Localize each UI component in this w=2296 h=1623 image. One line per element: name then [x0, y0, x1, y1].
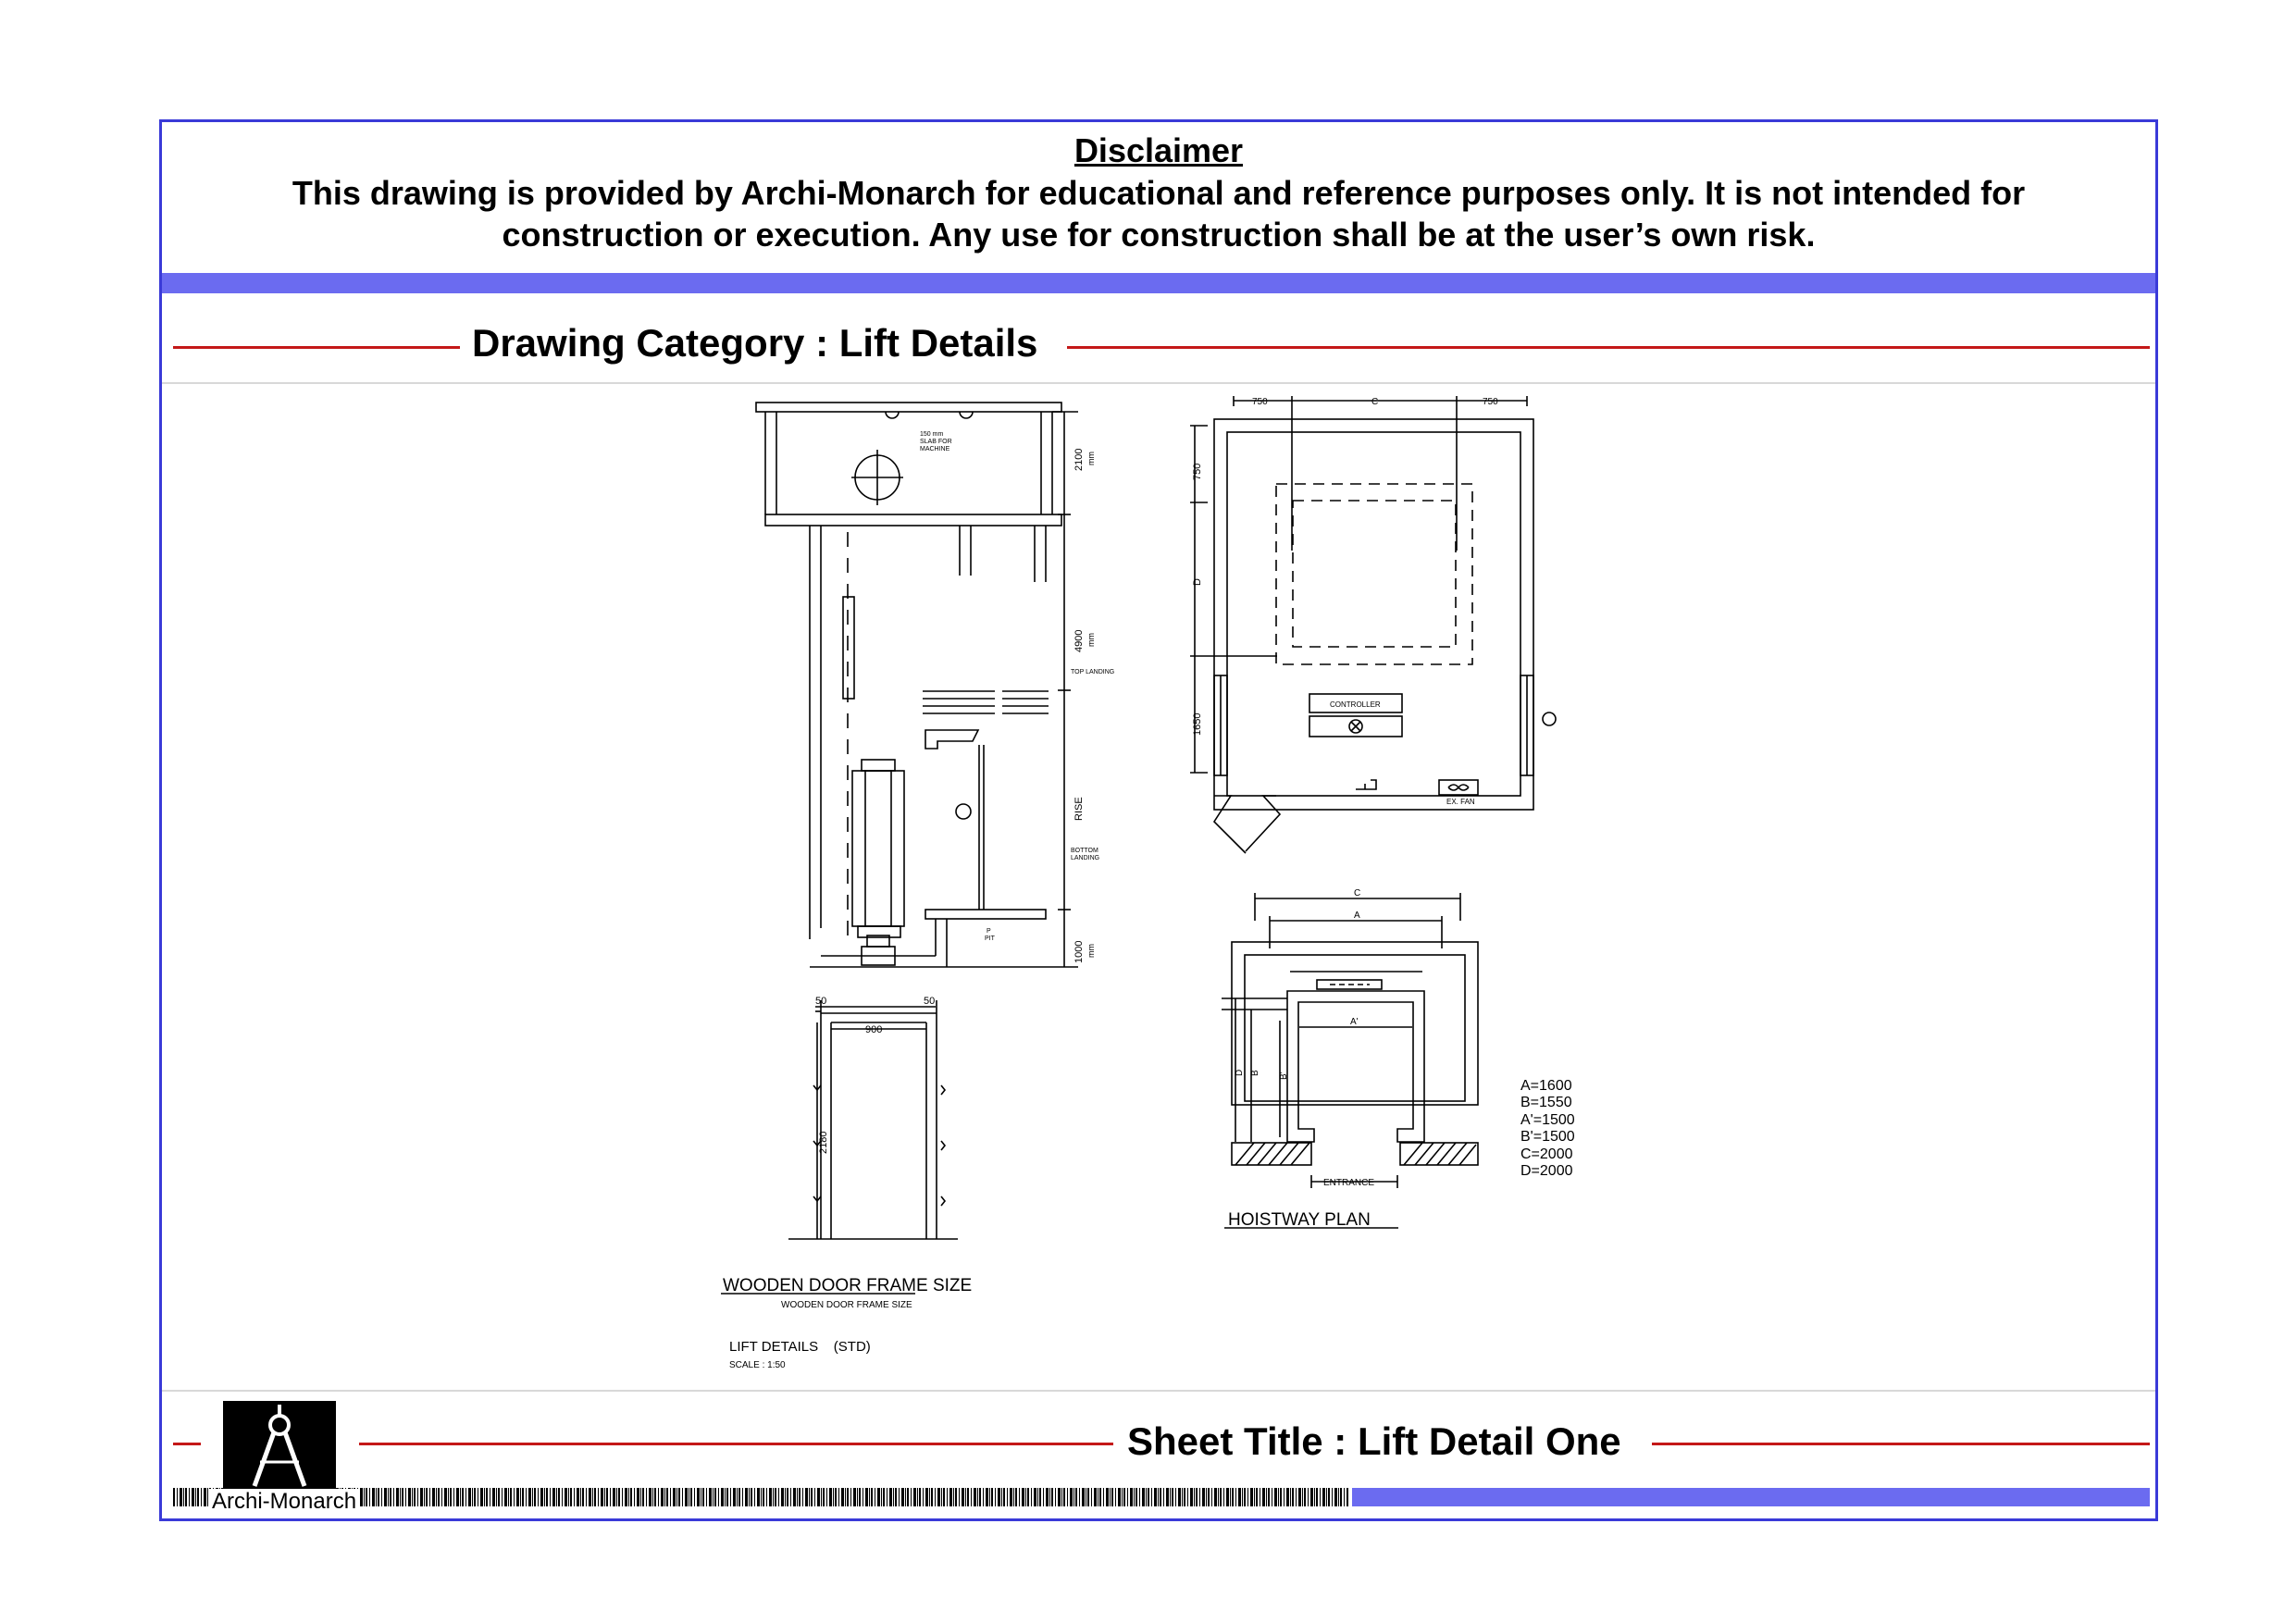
dim-1650-vertical: 1650 — [1192, 712, 1203, 736]
footer-block — [162, 1390, 2155, 1523]
ex-fan-label: EX. FAN — [1446, 798, 1475, 806]
car-detail-circle — [956, 804, 971, 819]
entry-door — [1214, 796, 1280, 853]
red-rule-right — [1067, 346, 2150, 349]
top-landing-label: TOP LANDING — [1071, 669, 1115, 675]
disclaimer-block — [162, 122, 2155, 273]
dim-rise: RISE — [1074, 797, 1085, 821]
brand-logo — [223, 1401, 336, 1490]
blue-band-bottom — [1352, 1488, 2150, 1506]
legend-c: C=2000 — [1520, 1146, 1573, 1162]
door-frame-title: WOODEN DOOR FRAME SIZE — [723, 1276, 973, 1295]
legend-b: B=1550 — [1520, 1095, 1572, 1110]
light-point — [1543, 712, 1556, 725]
dim-c-top: C — [1371, 397, 1379, 407]
machine-slab — [756, 403, 1061, 412]
blue-band-top — [162, 273, 2155, 293]
machine-room-floor — [765, 514, 1061, 526]
machine-room-inner — [1227, 432, 1520, 796]
disclaimer-line-2: construction or execution. Any use for construction shall be at the user’s own risk. — [502, 216, 1816, 254]
entrance-label: ENTRANCE — [1323, 1178, 1375, 1188]
df-dim-50-left: 50 — [815, 996, 827, 1007]
dim-a-label: A — [1354, 911, 1360, 921]
dim-4900-unit: mm — [1086, 633, 1096, 647]
fan-icon — [1448, 785, 1469, 790]
counterweight — [852, 771, 904, 926]
df-dim-900: 900 — [865, 1024, 883, 1035]
counterweight-cap — [862, 760, 895, 771]
slab-note-3: MACHINE — [920, 446, 950, 452]
footer-rule-mid — [359, 1443, 1113, 1445]
drawing-sheet — [159, 119, 2158, 1521]
dim-2100-unit: mm — [1086, 452, 1096, 465]
dim-1000-unit: mm — [1086, 944, 1096, 958]
dim-c-label: C — [1354, 888, 1361, 898]
dim-b-prime-label: B' — [1279, 1072, 1289, 1080]
sheet-title: Sheet Title : Lift Detail One — [1127, 1419, 1621, 1463]
hook-1 — [886, 412, 899, 418]
door-frame-elevation — [721, 996, 972, 1370]
car-top — [925, 730, 978, 749]
dim-750-vertical: 750 — [1192, 463, 1203, 480]
brand-name: Archi-Monarch — [208, 1489, 360, 1515]
dim-b-label: B — [1250, 1070, 1260, 1076]
legend-b-prime: B'=1500 — [1520, 1129, 1575, 1145]
slab-note-2: SLAB FOR — [920, 439, 952, 445]
door-frame-subtitle: WOODEN DOOR FRAME SIZE — [781, 1300, 912, 1310]
pit-label-2: PIT — [985, 935, 995, 942]
scale-note: SCALE : 1:50 — [729, 1360, 786, 1370]
red-rule-left — [173, 346, 460, 349]
dim-a-prime-label: A' — [1350, 1017, 1359, 1027]
footer-rule-short — [173, 1443, 201, 1445]
hoistway-plan — [1222, 888, 1575, 1230]
pit-label-1: P — [987, 928, 991, 935]
dim-d-vertical: D — [1192, 578, 1203, 586]
bottom-landing-label-2: LANDING — [1071, 855, 1100, 861]
machine-outline-inner — [1293, 501, 1456, 647]
bottom-landing-label-1: BOTTOM — [1071, 848, 1098, 854]
compass-icon — [223, 1401, 336, 1490]
switch-board — [1356, 780, 1376, 789]
counterweight-top — [843, 597, 854, 699]
cad-drawing — [162, 384, 2155, 1390]
controller-label: CONTROLLER — [1330, 700, 1381, 709]
bottom-landing-slab — [925, 910, 1046, 919]
legend-a: A=1600 — [1520, 1078, 1572, 1094]
disclaimer-heading: Disclaimer — [1074, 131, 1244, 169]
disclaimer-text — [245, 172, 2072, 255]
dim-2100: 2100 — [1074, 448, 1085, 471]
lift-details-note: LIFT DETAILS (STD) — [729, 1339, 871, 1355]
legend-a-prime: A'=1500 — [1520, 1112, 1575, 1128]
dim-1000: 1000 — [1074, 940, 1085, 963]
slab-note-1: 150 mm — [920, 431, 944, 438]
hook-2 — [960, 412, 973, 418]
category-row — [162, 293, 2155, 384]
lift-section — [756, 403, 1114, 967]
hatch-lines — [1235, 1143, 1476, 1165]
dim-d-label: D — [1235, 1069, 1245, 1076]
door-hinges — [813, 1085, 945, 1206]
car-enclosure — [1287, 991, 1424, 1142]
dim-750-right: 750 — [1483, 397, 1498, 407]
df-dim-50-right: 50 — [924, 996, 936, 1007]
disclaimer-line-1: This drawing is provided by Archi-Monarch for educational and reference purposes only. It is not intended for — [292, 174, 2026, 212]
hoistway-title: HOISTWAY PLAN — [1228, 1210, 1371, 1230]
df-dim-2180: 2180 — [818, 1131, 829, 1154]
drawing-category-title: Drawing Category : Lift Details — [472, 321, 1038, 365]
dim-750-left: 750 — [1252, 397, 1268, 407]
drawing-area — [162, 384, 2155, 1390]
legend-d: D=2000 — [1520, 1163, 1573, 1179]
machine-outline-outer — [1276, 484, 1472, 664]
machine-room-plan — [1190, 396, 1556, 853]
footer-rule-right — [1652, 1443, 2150, 1445]
hoistway-inner — [1245, 955, 1465, 1101]
machine-room-outer — [1214, 419, 1533, 810]
counterweight-inner — [865, 771, 891, 926]
dim-4900: 4900 — [1074, 629, 1085, 652]
